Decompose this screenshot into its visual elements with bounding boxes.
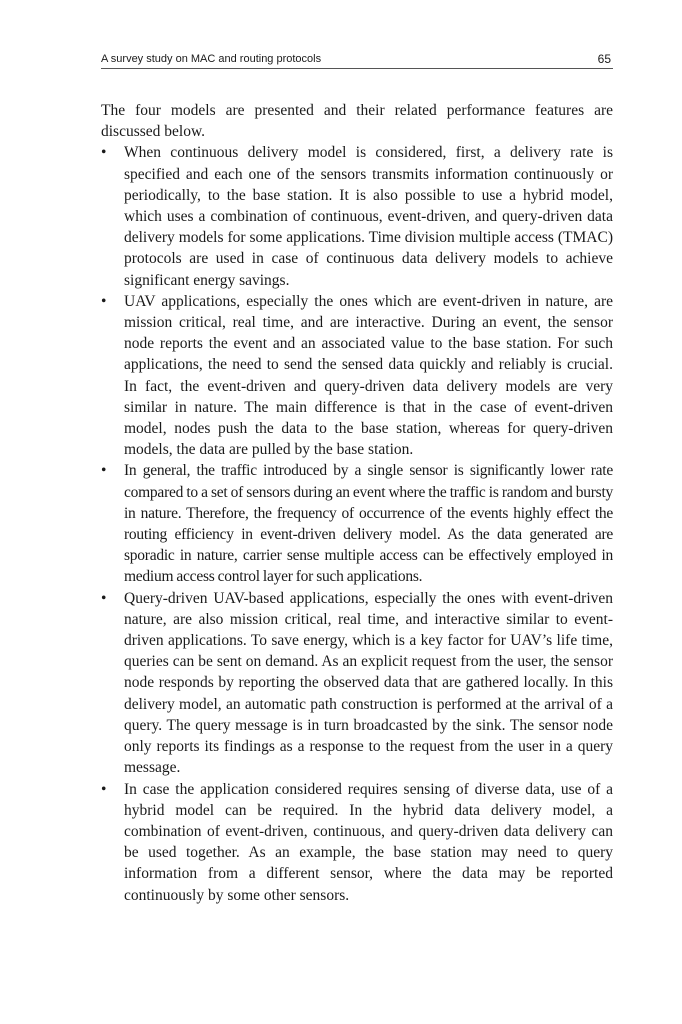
bullet-marker: • [101, 589, 107, 607]
bullet-marker: • [101, 292, 107, 310]
bullet-text: When continuous delivery model is considered, first, a delivery rate is specified and each one of the sensors transmits information continuously or periodically, to the base station. It is also possible to use a hybrid model, which uses a combination of continuous, event-driven, and query-driven data delivery models for some applications. Time division multiple access (TMAC) protocols are used in case of continuous data delivery models to achieve significant energy savings. [124, 144, 613, 289]
body-text [101, 100, 613, 906]
list-item [101, 588, 613, 779]
bullet-text: Query-driven UAV-based applications, especially the ones with event-driven nature, are also mission critical, real time, and interactive similar to event-driven applications. To save energy, which is a key factor for UAV’s life time, queries can be sent on demand. As an explicit request from the user, the sensor node responds by reporting the observed data that are gathered locally. In this delivery model, an automatic path construction is performed at the arrival of a query. The query message is in turn broadcasted by the sink. The sensor node only reports its findings as a response to the request from the user in a query message. [124, 589, 613, 777]
intro-paragraph: The four models are presented and their related performance features are discussed below. [101, 102, 613, 141]
list-item [101, 460, 613, 587]
page-number: 65 [597, 52, 611, 66]
bullet-text: In case the application considered requires sensing of diverse data, use of a hybrid model can be required. In the hybrid data delivery model, a combination of event-driven, continuous, and query-driven data delivery can be used together. As an example, the base station may need to query information from a different sensor, where the data may be reported continuously by some other sensors. [124, 780, 613, 904]
bullet-marker: • [101, 462, 107, 480]
list-item [101, 142, 613, 290]
list-item [101, 779, 613, 906]
running-title: A survey study on MAC and routing protocols [101, 53, 322, 65]
bullet-marker: • [101, 144, 107, 162]
running-header [101, 51, 613, 69]
bullet-text: In general, the traffic introduced by a single sensor is significantly lower rate compared to a set of sensors during an event where the traffic is random and bursty in nature. Therefore, the frequency of occurrence of the events highly effect the routing efficiency in event-driven delivery model. As the data generated are sporadic in nature, carrier sense multiple access can be effectively employed in medium access control layer for such applications. [124, 462, 613, 586]
bullet-text: UAV applications, especially the ones which are event-driven in nature, are mission critical, real time, and are interactive. During an event, the sensor node reports the event and an associated value to the base station. For such applications, the need to send the sensed data quickly and reliably is crucial. In fact, the event-driven and query-driven data delivery models are very similar in nature. The main difference is that in the case of event-driven model, nodes push the data to the base station, whereas for query-driven models, the data are pulled by the base station. [124, 292, 613, 459]
list-item [101, 291, 613, 461]
bullet-marker: • [101, 780, 107, 798]
bullet-list [101, 142, 613, 905]
